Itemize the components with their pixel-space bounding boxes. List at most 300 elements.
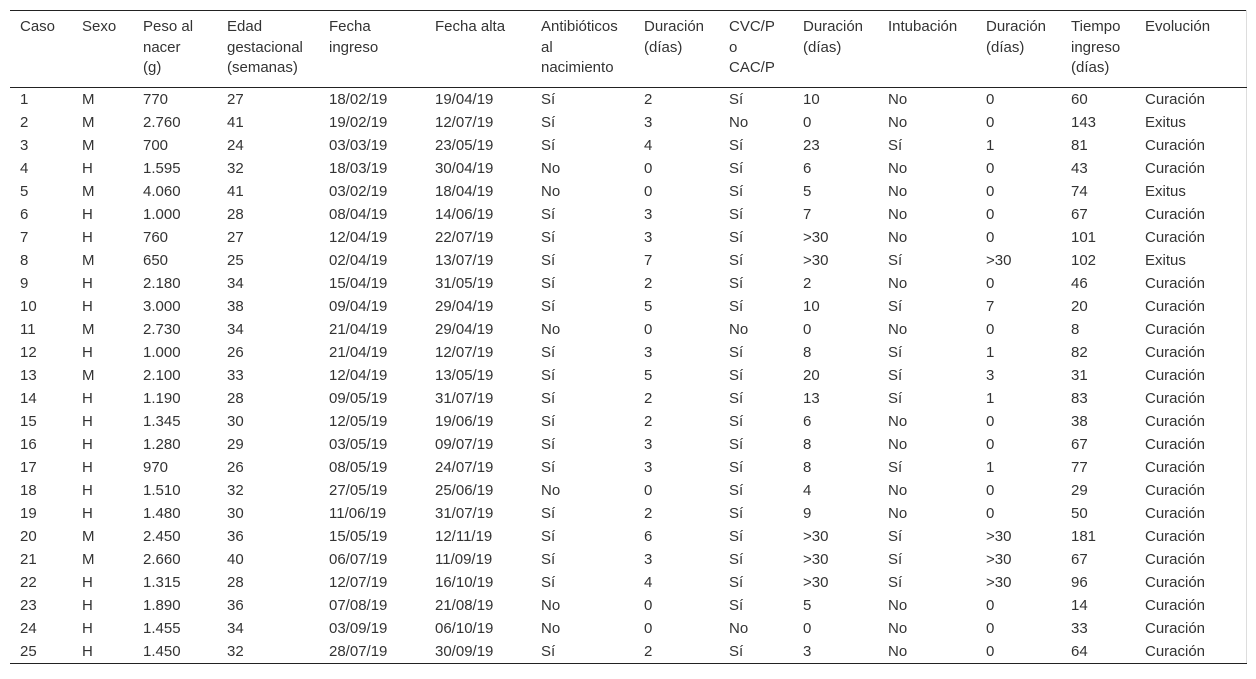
table-cell: M <box>82 136 95 154</box>
table-cell: Sí <box>541 205 556 223</box>
table-cell: 36 <box>227 596 244 614</box>
table-cell: 14 <box>1071 596 1088 614</box>
table-cell: Sí <box>541 136 556 154</box>
table-cell: 2 <box>644 90 653 108</box>
table-cell: Curación <box>1135 295 1246 318</box>
table-cell: 2 <box>20 113 29 131</box>
table-cell: No <box>888 182 908 200</box>
table-cell: No <box>888 481 908 499</box>
table-cell: 96 <box>1071 573 1088 591</box>
table-cell: 08/05/19 <box>329 458 388 476</box>
table-cell: 0 <box>644 596 653 614</box>
column-header-line: (días) <box>644 38 683 56</box>
table-cell: No <box>888 435 908 453</box>
table-cell: 0 <box>986 596 995 614</box>
table-cell: 28 <box>227 205 244 223</box>
table-cell: Curación <box>1135 272 1246 295</box>
table-cell: M <box>82 113 95 131</box>
table-cell: 5 <box>20 182 29 200</box>
table-cell: H <box>82 458 93 476</box>
column-header <box>719 11 793 88</box>
table-row <box>10 479 1246 502</box>
column-header-line: gestacional <box>227 38 303 56</box>
table-cell: 12/07/19 <box>329 573 388 591</box>
column-header-line: CVC/P <box>729 18 775 35</box>
table-cell: 3 <box>20 136 29 154</box>
column-header-line: Antibióticos <box>541 18 618 35</box>
table-cell: 0 <box>986 481 995 499</box>
table-row <box>10 364 1246 387</box>
table-row <box>10 318 1246 341</box>
table-cell: 30/04/19 <box>435 159 494 177</box>
table-cell: 1.000 <box>143 343 181 361</box>
table-cell: 6 <box>644 527 653 545</box>
table-cell: Sí <box>541 458 556 476</box>
table-cell: 24 <box>20 619 37 637</box>
table-cell: 03/02/19 <box>329 182 388 200</box>
table-cell: 12 <box>20 343 37 361</box>
table-cell: 0 <box>644 481 653 499</box>
table-cell: 25/06/19 <box>435 481 494 499</box>
table-cell: 3.000 <box>143 297 181 315</box>
table-cell: 26 <box>227 343 244 361</box>
table-cell: Exitus <box>1135 249 1246 272</box>
table-cell: 4.060 <box>143 182 181 200</box>
table-cell: 12/07/19 <box>435 113 494 131</box>
table-cell: 5 <box>803 182 812 200</box>
table-cell: H <box>82 274 93 292</box>
column-header-line: o <box>729 38 738 56</box>
table-cell: 19/06/19 <box>435 412 494 430</box>
table-cell: Curación <box>1135 525 1246 548</box>
table-cell: No <box>888 90 908 108</box>
table-cell: Curación <box>1135 87 1246 111</box>
table-cell: H <box>82 619 93 637</box>
table-cell: 14/06/19 <box>435 205 494 223</box>
table-cell: Sí <box>541 90 556 108</box>
table-cell: M <box>82 320 95 338</box>
table-cell: Sí <box>541 412 556 430</box>
table-cell: Sí <box>541 113 556 131</box>
table-row <box>10 640 1246 664</box>
table-row <box>10 134 1246 157</box>
table-cell: Sí <box>729 251 744 269</box>
table-cell: 10 <box>803 90 820 108</box>
table-cell: 4 <box>20 159 29 177</box>
table-cell: 18/03/19 <box>329 159 388 177</box>
table-cell: No <box>878 640 976 664</box>
table-row <box>10 594 1246 617</box>
table-cell: 20 <box>1071 297 1088 315</box>
table-cell: Sí <box>888 573 903 591</box>
table-row <box>10 111 1246 134</box>
column-header-line: Peso al <box>143 18 194 35</box>
table-cell: No <box>729 619 749 637</box>
table-cell: H <box>82 504 93 522</box>
table-cell: >30 <box>986 527 1012 545</box>
table-cell: No <box>541 481 561 499</box>
table-cell: Sí <box>541 504 556 522</box>
column-header <box>531 11 634 88</box>
table-cell: 28/07/19 <box>319 640 425 664</box>
table-cell: Sí <box>729 366 744 384</box>
table-cell: H <box>82 412 93 430</box>
column-header-line: Duración <box>986 18 1047 35</box>
table-cell: 43 <box>1071 159 1088 177</box>
table-cell: 6 <box>20 205 29 223</box>
table-cell: Sí <box>888 550 903 568</box>
table-cell: Sí <box>888 389 903 407</box>
table-cell: 21/08/19 <box>435 596 494 614</box>
table-cell: 0 <box>986 619 995 637</box>
table-cell: 1.480 <box>143 504 181 522</box>
table-cell: 34 <box>227 619 244 637</box>
table-row <box>10 180 1246 203</box>
table-cell: Sí <box>888 297 903 315</box>
table-cell: 0 <box>986 159 995 177</box>
column-header-line: Tiempo <box>1071 18 1121 35</box>
table-cell: Sí <box>729 596 744 614</box>
table-cell: 20 <box>803 366 820 384</box>
table-row <box>10 249 1246 272</box>
column-header <box>793 11 878 88</box>
table-cell: 2 <box>644 389 653 407</box>
table-cell: 1.455 <box>143 619 181 637</box>
table-cell: 77 <box>1071 458 1088 476</box>
table-row <box>10 387 1246 410</box>
table-row <box>10 456 1246 479</box>
table-cell: >30 <box>803 251 829 269</box>
table-cell: 38 <box>227 297 244 315</box>
table-cell: 2 <box>644 412 653 430</box>
table-cell: H <box>82 205 93 223</box>
column-header-line: Duración <box>803 18 864 35</box>
table-cell: Sí <box>729 389 744 407</box>
table-cell: 6 <box>803 159 812 177</box>
table-cell: Curación <box>1135 640 1246 664</box>
table-cell: 2.100 <box>143 366 181 384</box>
table-cell: Curación <box>1135 203 1246 226</box>
column-header <box>319 11 425 88</box>
table-cell: No <box>888 504 908 522</box>
table-cell: 30/09/19 <box>425 640 531 664</box>
table-row <box>10 525 1246 548</box>
table-cell: 18/04/19 <box>435 182 494 200</box>
table-cell: 12/04/19 <box>329 366 388 384</box>
table-cell: Sí <box>541 297 556 315</box>
column-header-line: Caso <box>20 18 56 35</box>
table-cell: Sí <box>541 435 556 453</box>
table-cell: 3 <box>644 205 653 223</box>
table-cell: Sí <box>719 640 793 664</box>
table-cell: Exitus <box>1135 111 1246 134</box>
column-header <box>133 11 217 88</box>
table-cell: Sí <box>729 228 744 246</box>
table-cell: 3 <box>986 366 995 384</box>
table-cell: 1.595 <box>143 159 181 177</box>
table-cell: 15/05/19 <box>329 527 388 545</box>
column-header <box>425 11 531 88</box>
column-header <box>976 11 1061 88</box>
column-header <box>217 11 319 88</box>
column-header <box>10 11 72 88</box>
table-cell: 1.000 <box>143 205 181 223</box>
table-row <box>10 341 1246 364</box>
table-cell: 21/04/19 <box>329 320 388 338</box>
table-cell: Sí <box>729 274 744 292</box>
table-cell: M <box>82 527 95 545</box>
patient-cases-table <box>10 10 1247 664</box>
column-header-line: Fecha <box>329 18 371 35</box>
table-cell: 33 <box>227 366 244 384</box>
table-cell: 38 <box>1071 412 1088 430</box>
table-cell: 74 <box>1071 182 1088 200</box>
table-cell: 1 <box>986 343 995 361</box>
table-cell: Sí <box>541 366 556 384</box>
table-cell: 25 <box>10 640 72 664</box>
table-cell: 31/07/19 <box>435 504 494 522</box>
table-cell: 82 <box>1071 343 1088 361</box>
table-row <box>10 410 1246 433</box>
table-cell: Sí <box>729 90 744 108</box>
table-cell: 2 <box>634 640 719 664</box>
table-cell: 03/03/19 <box>329 136 388 154</box>
column-header-line: (días) <box>1071 59 1110 76</box>
table-cell: 3 <box>793 640 878 664</box>
table-cell: 970 <box>143 458 169 476</box>
table-cell: H <box>82 389 93 407</box>
table-cell: 3 <box>644 458 653 476</box>
table-cell: 2 <box>644 274 653 292</box>
table-row <box>10 272 1246 295</box>
table-row <box>10 157 1246 180</box>
table-cell: 27 <box>227 90 244 108</box>
table-cell: 29/04/19 <box>435 320 494 338</box>
table-cell: 16 <box>20 435 37 453</box>
table-cell: 07/08/19 <box>329 596 388 614</box>
table-cell: Sí <box>729 136 744 154</box>
column-header-line: CAC/P <box>729 59 775 76</box>
table-cell: 36 <box>227 527 244 545</box>
table-cell: Sí <box>541 228 556 246</box>
table-cell: 41 <box>227 113 244 131</box>
table-cell: 34 <box>227 320 244 338</box>
table-cell: Sí <box>729 297 744 315</box>
table-cell: 10 <box>803 297 820 315</box>
table-cell: Sí <box>729 458 744 476</box>
table-cell: 06/07/19 <box>329 550 388 568</box>
table-cell: 19/02/19 <box>329 113 388 131</box>
table-cell: 81 <box>1071 136 1088 154</box>
column-header-line: (g) <box>143 59 162 76</box>
table-cell: 06/10/19 <box>435 619 494 637</box>
table-container <box>10 10 1246 669</box>
table-cell: 32 <box>217 640 319 664</box>
table-cell: H <box>72 640 133 664</box>
table-cell: 41 <box>227 182 244 200</box>
header-row <box>10 11 1246 88</box>
table-cell: H <box>82 228 93 246</box>
table-cell: 31/07/19 <box>435 389 494 407</box>
table-cell: Sí <box>531 640 634 664</box>
table-cell: 13 <box>20 366 37 384</box>
table-cell: Sí <box>541 274 556 292</box>
table-cell: Sí <box>541 343 556 361</box>
table-cell: 3 <box>644 435 653 453</box>
table-cell: 2.730 <box>143 320 181 338</box>
column-header-line: Evolución <box>1145 18 1211 35</box>
table-row <box>10 502 1246 525</box>
table-cell: 3 <box>644 113 653 131</box>
table-cell: >30 <box>986 251 1012 269</box>
table-cell: 03/05/19 <box>329 435 388 453</box>
table-cell: 32 <box>227 481 244 499</box>
table-cell: 0 <box>986 182 995 200</box>
table-cell: >30 <box>986 550 1012 568</box>
table-cell: 0 <box>986 412 995 430</box>
table-cell: Sí <box>729 159 744 177</box>
column-header-line: Edad <box>227 18 263 35</box>
table-cell: H <box>82 159 93 177</box>
table-cell: 13/05/19 <box>435 366 494 384</box>
table-cell: 29/04/19 <box>435 297 494 315</box>
table-cell: 27 <box>227 228 244 246</box>
table-cell: 30 <box>227 412 244 430</box>
column-header-line: nacimiento <box>541 59 614 76</box>
table-cell: 143 <box>1071 113 1097 131</box>
table-cell: No <box>888 412 908 430</box>
table-cell: 22/07/19 <box>435 228 494 246</box>
table-cell: Curación <box>1135 157 1246 180</box>
table-cell: >30 <box>803 573 829 591</box>
table-header <box>10 11 1246 88</box>
table-cell: Sí <box>541 251 556 269</box>
table-cell: 1.190 <box>143 389 181 407</box>
table-cell: 28 <box>227 389 244 407</box>
table-cell: H <box>82 297 93 315</box>
table-cell: 20 <box>20 527 37 545</box>
table-cell: 0 <box>986 320 995 338</box>
table-cell: 9 <box>803 504 812 522</box>
table-cell: 3 <box>644 228 653 246</box>
table-cell: 64 <box>1061 640 1135 664</box>
table-cell: 13 <box>803 389 820 407</box>
table-cell: 12/04/19 <box>329 228 388 246</box>
table-cell: 12/07/19 <box>435 343 494 361</box>
table-cell: Sí <box>729 182 744 200</box>
table-cell: H <box>82 343 93 361</box>
table-cell: H <box>82 596 93 614</box>
table-cell: M <box>82 90 95 108</box>
table-cell: 2 <box>644 504 653 522</box>
column-header <box>1135 11 1246 88</box>
table-cell: Sí <box>888 251 903 269</box>
table-cell: Curación <box>1135 571 1246 594</box>
column-header-line: ingreso <box>1071 38 1121 56</box>
table-cell: 0 <box>803 113 812 131</box>
table-cell: M <box>82 550 95 568</box>
table-cell: 40 <box>227 550 244 568</box>
column-header-line: al <box>541 38 553 56</box>
table-cell: No <box>541 596 561 614</box>
table-cell: 18/02/19 <box>329 90 388 108</box>
table-cell: 8 <box>803 458 812 476</box>
table-row <box>10 226 1246 249</box>
table-cell: 24 <box>227 136 244 154</box>
table-cell: 28 <box>227 573 244 591</box>
table-cell: 27/05/19 <box>329 481 388 499</box>
table-cell: 19/04/19 <box>435 90 494 108</box>
table-cell: 1.450 <box>133 640 217 664</box>
table-cell: M <box>82 251 95 269</box>
table-cell: 1.890 <box>143 596 181 614</box>
table-cell: Sí <box>729 205 744 223</box>
table-cell: H <box>82 435 93 453</box>
table-cell: 29 <box>227 435 244 453</box>
table-row <box>10 295 1246 318</box>
table-cell: No <box>888 228 908 246</box>
table-cell: 83 <box>1071 389 1088 407</box>
table-cell: Sí <box>729 550 744 568</box>
table-cell: No <box>888 205 908 223</box>
table-cell: 7 <box>803 205 812 223</box>
table-cell: Sí <box>729 481 744 499</box>
table-cell: Sí <box>888 136 903 154</box>
table-cell: Curación <box>1135 433 1246 456</box>
table-cell: 9 <box>20 274 29 292</box>
table-cell: 32 <box>227 159 244 177</box>
table-cell: 12/11/19 <box>435 527 493 545</box>
table-cell: 0 <box>986 113 995 131</box>
table-cell: 16/10/19 <box>435 573 494 591</box>
table-cell: >30 <box>803 550 829 568</box>
table-cell: 2.660 <box>143 550 181 568</box>
table-cell: 760 <box>143 228 169 246</box>
table-cell: 7 <box>20 228 29 246</box>
table-cell: 0 <box>644 182 653 200</box>
table-cell: 4 <box>803 481 812 499</box>
table-cell: Curación <box>1135 341 1246 364</box>
table-cell: 8 <box>20 251 29 269</box>
table-cell: 18 <box>20 481 37 499</box>
table-cell: 60 <box>1071 90 1088 108</box>
column-header <box>1061 11 1135 88</box>
table-cell: 0 <box>803 320 812 338</box>
table-cell: 3 <box>644 550 653 568</box>
table-cell: 8 <box>803 435 812 453</box>
table-cell: 700 <box>143 136 169 154</box>
table-cell: Sí <box>729 527 744 545</box>
table-cell: 67 <box>1071 550 1088 568</box>
table-cell: No <box>541 320 561 338</box>
table-cell: Curación <box>1135 134 1246 157</box>
table-cell: Sí <box>729 573 744 591</box>
table-cell: Sí <box>541 389 556 407</box>
table-cell: No <box>888 596 908 614</box>
table-cell: Curación <box>1135 548 1246 571</box>
table-cell: 25 <box>227 251 244 269</box>
table-cell: M <box>82 366 95 384</box>
table-cell: 0 <box>986 504 995 522</box>
table-cell: Curación <box>1135 410 1246 433</box>
column-header-line: (días) <box>803 38 842 56</box>
table-cell: Sí <box>888 527 903 545</box>
table-cell: 181 <box>1071 527 1097 545</box>
table-cell: 8 <box>803 343 812 361</box>
table-cell: 10 <box>20 297 37 315</box>
table-cell: 08/04/19 <box>329 205 388 223</box>
table-cell: M <box>82 182 95 200</box>
